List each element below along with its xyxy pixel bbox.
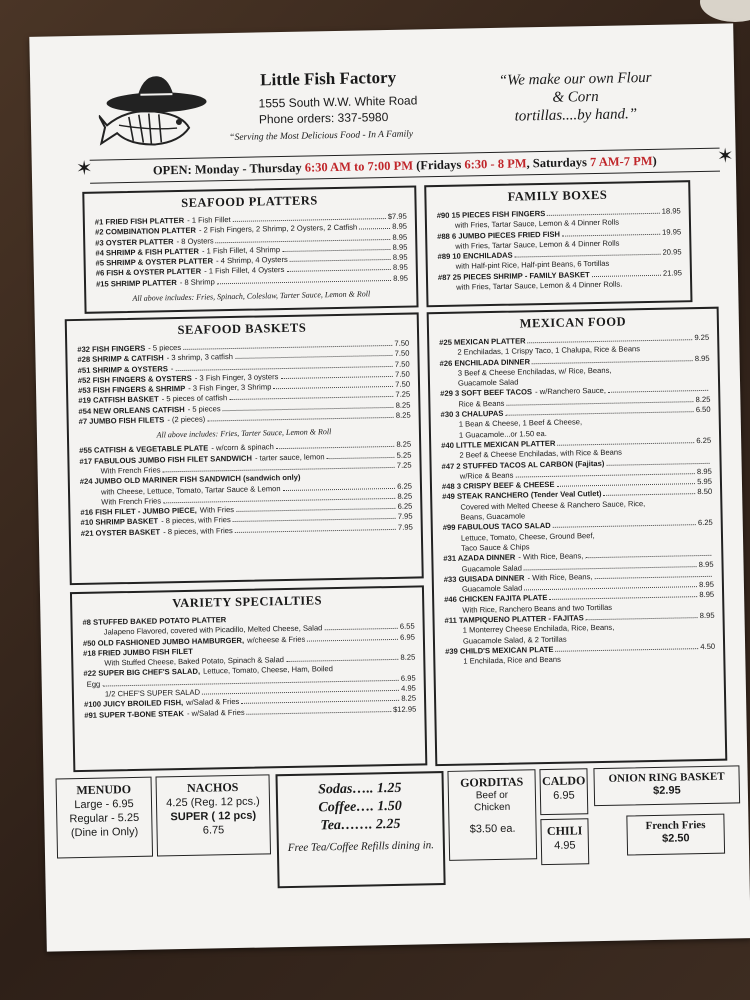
item-description: - 4 Shrimp, 4 Oysters xyxy=(215,255,288,266)
dot-leader xyxy=(286,659,399,662)
detail-text: w/Rice & Beans xyxy=(459,470,514,481)
tagline-line: & Corn xyxy=(552,88,599,106)
tortilla-tagline xyxy=(480,69,671,127)
item-price: 8.95 xyxy=(699,579,715,590)
item-name: #26 ENCHILADA DINNER xyxy=(439,356,531,368)
item-price: 8.95 xyxy=(694,353,710,363)
detail-text: Guacamole Salad xyxy=(461,563,523,574)
hours-saturday: 7 AM-7 PM xyxy=(589,153,653,170)
item-name: #51 SHRIMP & OYSTERS xyxy=(77,363,168,375)
dot-leader xyxy=(223,407,394,411)
item-price: 6.95 xyxy=(400,632,415,642)
variety-specialties-list xyxy=(72,611,424,721)
item-price: 7.95 xyxy=(397,512,413,522)
hours-close: ) xyxy=(652,153,657,168)
item-name: #89 10 ENCHILADAS xyxy=(437,250,513,262)
nachos-line: 6.75 xyxy=(202,824,225,837)
item-name: #16 FISH FILET - JUMBO PIECE, xyxy=(80,505,197,518)
item-price: 8.25 xyxy=(395,410,411,420)
hours-open: OPEN: Monday - Thursday xyxy=(152,160,305,178)
section-note: All above includes: Fries, Spinach, Coleslaw, Tarter Sauce, Lemon & Roll xyxy=(132,289,371,303)
item-price: 8.95 xyxy=(392,263,408,273)
item-description: - 2 Fish Fingers, 2 Shrimp, 2 Oysters, 2 Catfish xyxy=(198,222,358,235)
section-title: SEAFOOD PLATTERS xyxy=(181,193,318,210)
family-boxes-section xyxy=(424,180,692,307)
onion-ring-title: ONION RING BASKET xyxy=(608,770,725,785)
item-detail: with Half-pint Rice, Half-pint Beans, 6 Tortillas xyxy=(455,259,610,272)
item-detail: with Fries, Tartar Sauce, Lemon & 4 Dinner Rolls xyxy=(454,217,620,231)
item-name: #99 FABULOUS TACO SALAD xyxy=(442,521,551,533)
section-title: SEAFOOD BASKETS xyxy=(177,320,307,338)
nachos-title: NACHOS xyxy=(186,779,239,795)
detail-text: Guacamole Salad xyxy=(461,583,523,594)
onion-ring-box xyxy=(593,765,740,806)
business-name: Little Fish Factory xyxy=(259,67,397,90)
item-price: 6.25 xyxy=(696,435,712,446)
dot-leader xyxy=(515,473,695,477)
dot-leader xyxy=(235,355,393,359)
item-description: - 1 Fish Fillet xyxy=(187,215,231,225)
item-description: Egg xyxy=(86,679,101,689)
dot-leader xyxy=(233,518,396,522)
item-price: 7.50 xyxy=(394,338,410,348)
dot-leader xyxy=(556,648,699,652)
item-price: 8.25 xyxy=(395,400,411,410)
gorditas-line: Chicken xyxy=(473,801,511,814)
dot-leader xyxy=(235,529,396,533)
item-name: #25 MEXICAN PLATTER xyxy=(439,336,526,348)
item-price: 8.95 xyxy=(393,273,409,283)
item-price: 8.95 xyxy=(392,232,408,242)
dot-leader xyxy=(233,218,386,222)
caldo-box xyxy=(539,768,588,815)
item-price: 21.95 xyxy=(662,268,683,278)
item-price: 8.25 xyxy=(400,652,416,663)
sodas-price: Sodas….. 1.25 xyxy=(318,780,402,798)
item-detail: with Fries, Tartar Sauce, Lemon & 4 Dinner Rolls xyxy=(455,238,620,251)
item-name: #2 COMBINATION PLATTER xyxy=(94,225,197,237)
item-description: With Fries xyxy=(199,505,235,515)
dot-leader xyxy=(217,280,391,284)
dot-leader xyxy=(276,446,395,449)
item-price: 7.50 xyxy=(394,348,410,359)
item-description: - 8 pieces, with Fries xyxy=(163,525,233,537)
gorditas-price: $3.50 ea. xyxy=(469,822,516,836)
mexican-food-list xyxy=(429,333,723,668)
item-price: 6.25 xyxy=(397,501,413,512)
hours-weekday: 6:30 AM to 7:00 PM xyxy=(304,158,414,175)
item-detail: 1 Guacamole...or 1.50 ea. xyxy=(458,428,547,440)
coffee-price: Coffee…. 1.50 xyxy=(318,798,402,816)
item-name: #15 SHRIMP PLATTER xyxy=(95,277,177,289)
item-name: #11 TAMPIQUENO PLATTER - FAJITAS xyxy=(444,613,584,625)
slogan: “Serving the Most Delicious Food - In A Family xyxy=(229,129,414,144)
dot-leader xyxy=(216,239,391,243)
dot-leader xyxy=(557,483,696,487)
item-description: - 3 Fish Finger, 3 oysters xyxy=(194,372,279,383)
dot-leader xyxy=(604,494,696,497)
item-detail: 1 Monterrey Cheese Enchilada, Rice, Beans, xyxy=(462,623,615,635)
item-price: 7.25 xyxy=(395,390,411,400)
item-name: #87 25 PIECES SHRIMP - FAMILY BASKET xyxy=(437,269,590,282)
menudo-box xyxy=(56,777,154,859)
menu-sheet xyxy=(29,23,750,951)
tagline-line: tortillas....by hand.” xyxy=(514,106,638,125)
item-description: - w/Ranchero Sauce, xyxy=(534,386,607,397)
item-description: - 3 Fish Finger, 3 Shrimp xyxy=(188,382,272,394)
item-description: 1/2 CHEF'S SUPER SALAD xyxy=(104,687,201,699)
nachos-box xyxy=(156,774,272,856)
item-name: #29 3 SOFT BEEF TACOS xyxy=(440,387,533,399)
item-name: #46 CHICKEN FAJITA PLATE xyxy=(444,593,548,605)
item-price: 7.50 xyxy=(394,359,410,369)
item-name: #91 SUPER T-BONE STEAK xyxy=(84,708,184,720)
chili-title: CHILI xyxy=(546,823,583,839)
detail-text: Rice & Beans xyxy=(458,398,505,409)
item-description: - 5 pieces xyxy=(187,404,221,414)
item-price: 8.95 xyxy=(392,252,408,263)
business-phone: Phone orders: 337-5980 xyxy=(258,109,389,127)
gorditas-line: Beef or xyxy=(475,789,509,802)
dot-leader xyxy=(592,275,661,277)
item-price: 8.95 xyxy=(392,242,408,252)
item-name: #55 CATFISH & VEGETABLE PLATE xyxy=(79,443,209,456)
item-description: - With Rice, Beans, xyxy=(527,571,593,583)
dot-leader xyxy=(280,376,393,379)
seafood-baskets-list-2 xyxy=(69,440,421,539)
dot-leader xyxy=(282,249,391,252)
item-description: - xyxy=(170,363,174,373)
item-price: 8.25 xyxy=(397,491,413,501)
item-description: w/cheese & Fries xyxy=(246,634,306,645)
item-description: with Cheese, Lettuce, Tomato, Tartar Sauce & Lemon xyxy=(100,483,281,497)
item-detail: Covered with Melted Cheese & Ranchero Sauce, Rice, xyxy=(460,498,646,512)
item-description: - w/Salad & Fries xyxy=(186,707,245,718)
dot-leader xyxy=(324,628,398,630)
dot-leader xyxy=(606,462,709,465)
dot-leader xyxy=(307,638,398,641)
section-note: All above includes: Fries, Tarter Sauce, Lemon & Roll xyxy=(156,427,332,440)
dot-leader xyxy=(547,213,660,216)
dot-leader xyxy=(524,566,697,570)
item-description: w/Salad & Fries xyxy=(186,697,240,708)
chili-box xyxy=(540,818,589,865)
hours-saturday-label: , Saturdays xyxy=(526,155,591,171)
seafood-platters-list xyxy=(85,211,416,289)
item-name: #24 JUMBO OLD MARINER FISH SANDWICH (sandwich only) xyxy=(79,472,301,487)
item-name: #4 SHRIMP & FISH PLATTER xyxy=(95,246,200,258)
item-price: 8.50 xyxy=(697,487,713,497)
item-name: #32 FISH FINGERS xyxy=(77,343,146,354)
seafood-platters-section xyxy=(82,185,418,313)
star-left-icon: ✶ xyxy=(75,157,93,180)
item-description: - 8 pieces, with Fries xyxy=(161,515,231,526)
section-title: MEXICAN FOOD xyxy=(519,314,627,331)
item-description: - tarter sauce, lemon xyxy=(254,451,325,463)
onion-ring-price: $2.95 xyxy=(652,784,681,798)
item-name: #17 FABULOUS JUMBO FISH FILET SANDWICH xyxy=(79,453,253,466)
mexican-food-section xyxy=(427,307,728,767)
dot-leader xyxy=(283,487,396,490)
item-price: 19.95 xyxy=(662,226,682,237)
item-price: 6.25 xyxy=(397,481,413,491)
item-name: #50 OLD FASHIONED JUMBO HAMBURGER, xyxy=(82,635,245,648)
french-fries-box xyxy=(626,814,725,856)
section-title: FAMILY BOXES xyxy=(507,187,608,204)
dot-leader xyxy=(290,259,391,262)
item-price: 8.95 xyxy=(392,221,408,232)
french-fries-price: $2.50 xyxy=(661,832,690,845)
item-detail: 1 Enchilada, Rice and Beans xyxy=(463,654,561,666)
item-description: Jalapeno Flavored, covered with Picadillo, Melted Cheese, Salad xyxy=(103,623,323,637)
item-description: - w/corn & spinach xyxy=(211,442,274,453)
item-detail: 2 Beef & Cheese Enchiladas, with Rice & Beans xyxy=(459,447,622,460)
variety-specialties-section xyxy=(70,585,427,772)
menudo-line: (Dine in Only) xyxy=(70,825,139,840)
dot-leader xyxy=(608,390,708,393)
item-price: 6.50 xyxy=(695,404,711,415)
item-description: - With Rice, Beans, xyxy=(518,551,584,562)
item-price: 5.25 xyxy=(396,450,412,460)
item-price: 18.95 xyxy=(661,206,681,216)
item-name: #40 LITTLE MEXICAN PLATTER xyxy=(441,438,556,450)
item-detail: with Fries, Tartar Sauce, Lemon & 4 Dinner Rolls. xyxy=(456,279,623,292)
item-description: With Stuffed Cheese, Baked Potato, Spinach & Salad xyxy=(104,655,285,668)
item-name: #90 15 PIECES FISH FINGERS xyxy=(436,208,546,221)
item-description: - 5 pieces xyxy=(148,342,182,353)
item-name: #33 GUISADA DINNER xyxy=(443,573,525,584)
item-price: 4.50 xyxy=(700,641,716,651)
dot-leader xyxy=(553,524,696,528)
menudo-line: Regular - 5.25 xyxy=(69,811,140,826)
item-price: 8.95 xyxy=(699,590,715,600)
dot-leader xyxy=(524,586,697,590)
hours-friday: 6:30 - 8 PM xyxy=(464,156,527,172)
dot-leader xyxy=(585,555,711,558)
item-name: #21 OYSTER BASKET xyxy=(80,527,161,538)
dot-leader xyxy=(549,597,697,601)
tagline-line: “We make our own Flour xyxy=(498,69,652,89)
nachos-line: 4.25 (Reg. 12 pcs.) xyxy=(166,795,260,810)
item-description: - 1 Fish Fillet, 4 Shrimp xyxy=(201,244,281,256)
item-name: #10 SHRIMP BASKET xyxy=(80,516,159,528)
gorditas-box xyxy=(447,769,537,861)
item-name: #28 SHRIMP & CATFISH xyxy=(77,353,164,365)
dot-leader xyxy=(532,360,693,364)
item-price: $7.95 xyxy=(387,211,407,221)
item-price: $12.95 xyxy=(392,704,417,714)
item-price: 7.95 xyxy=(397,522,413,532)
dot-leader xyxy=(286,269,391,272)
item-description: - 1 Fish Fillet, 4 Oysters xyxy=(204,265,285,277)
item-price: 5.95 xyxy=(697,476,713,487)
item-price: 8.95 xyxy=(696,466,712,476)
item-name: #48 3 CRISPY BEEF & CHEESE xyxy=(441,479,555,492)
item-description: - 8 Shrimp xyxy=(179,277,215,287)
dot-leader xyxy=(207,417,394,422)
item-name: #53 FISH FINGERS & SHRIMP xyxy=(77,384,186,396)
sombrero-fish-logo-icon xyxy=(98,71,212,159)
dot-leader xyxy=(528,339,693,343)
item-price: 6.55 xyxy=(399,621,415,632)
dot-leader xyxy=(273,386,393,389)
item-detail: Guacamole Salad, & 2 Tortillas xyxy=(462,634,567,646)
item-description: With French Fries xyxy=(100,465,161,476)
seafood-baskets-section xyxy=(65,312,424,585)
dot-leader xyxy=(247,711,391,715)
section-title: VARIETY SPECIALTIES xyxy=(172,593,323,611)
item-price: 4.95 xyxy=(400,683,416,693)
gorditas-title: GORDITAS xyxy=(459,774,524,790)
item-price: 7.50 xyxy=(395,379,411,390)
item-price: 8.95 xyxy=(698,559,714,569)
item-name: #47 2 STUFFED TACOS AL CARBON (Fajitas) xyxy=(441,458,605,471)
item-name: #88 6 JUMBO PIECES FRIED FISH xyxy=(437,229,561,241)
item-price: 9.25 xyxy=(694,332,710,343)
item-name: #8 STUFFED BAKED POTATO PLATTER xyxy=(82,615,227,627)
tea-price: Tea……. 2.25 xyxy=(320,816,401,834)
item-description: Lettuce, Tomato, Cheese, Ham, Boiled xyxy=(203,664,334,677)
item-name: #18 FRIED JUMBO FISH FILET xyxy=(83,646,193,658)
item-name: #3 OYSTER PLATTER xyxy=(95,236,174,248)
nachos-line: SUPER ( 12 pcs) xyxy=(170,809,257,824)
chili-price: 4.95 xyxy=(554,839,576,852)
item-name: #52 FISH FINGERS & OYSTERS xyxy=(77,373,192,385)
item-name: #54 NEW ORLEANS CATFISH xyxy=(78,404,185,416)
caldo-title: CALDO xyxy=(541,773,586,789)
item-name: #31 AZADA DINNER xyxy=(443,552,516,564)
dot-leader xyxy=(236,508,396,512)
item-detail: Taco Sauce & Chips xyxy=(461,542,530,553)
item-price: 8.25 xyxy=(695,394,711,404)
item-detail: 3 Beef & Cheese Enchiladas, w/ Rice, Beans, xyxy=(457,365,612,378)
item-price: 8.95 xyxy=(699,610,715,621)
item-name: #6 FISH & OYSTER PLATTER xyxy=(95,267,202,279)
item-price: 7.50 xyxy=(394,369,410,379)
item-name: #1 FRIED FISH PLATTER xyxy=(94,215,185,227)
dot-leader xyxy=(562,233,660,236)
business-address: 1555 South W.W. White Road xyxy=(258,93,418,111)
french-fries-title: French Fries xyxy=(645,819,706,833)
item-name: #7 JUMBO FISH FILETS xyxy=(78,415,165,427)
item-price: 8.25 xyxy=(396,439,412,450)
drinks-box xyxy=(275,771,445,888)
item-name: #22 SUPER BIG CHEF'S SALAD, xyxy=(83,667,201,679)
item-price: 6.95 xyxy=(400,673,416,683)
item-price: 20.95 xyxy=(662,247,682,257)
menudo-line: Large - 6.95 xyxy=(74,797,134,812)
seafood-baskets-list xyxy=(67,338,419,427)
menudo-title: MENUDO xyxy=(76,782,132,798)
item-name: #30 3 CHALUPAS xyxy=(440,408,504,420)
item-detail: Lettuce, Tomato, Cheese, Ground Beef, xyxy=(460,530,595,543)
item-name: #39 CHILD'S MEXICAN PLATE xyxy=(445,644,554,656)
item-description: - 5 pieces of catfish xyxy=(161,393,228,404)
item-description: - 8 Oysters xyxy=(176,235,214,246)
hours-friday-label: (Fridays xyxy=(412,157,465,173)
item-price: 8.25 xyxy=(401,693,417,704)
dot-leader xyxy=(515,254,661,258)
family-boxes-list xyxy=(427,206,691,293)
item-detail: Beans, Guacamole xyxy=(460,511,526,522)
dot-leader xyxy=(595,576,712,579)
dot-leader xyxy=(586,617,698,620)
item-detail: 2 Enchiladas, 1 Crispy Taco, 1 Chalupa, Rice & Beans xyxy=(457,344,641,357)
dot-leader xyxy=(229,396,393,400)
item-name: #5 SHRIMP & OYSTER PLATTER xyxy=(95,256,214,268)
item-name: #49 STEAK RANCHERO (Tender Veal Cutlet) xyxy=(442,489,602,502)
item-detail: With Rice, Ranchero Beans and two Tortillas xyxy=(462,602,613,615)
dot-leader xyxy=(557,442,694,446)
refills-note: Free Tea/Coffee Refills dining in. xyxy=(287,839,435,855)
item-name: #100 JUICY BROILED FISH, xyxy=(84,698,184,710)
item-detail: Guacamole Salad xyxy=(457,377,519,388)
item-description: - (2 pieces) xyxy=(167,414,206,425)
item-price: 7.25 xyxy=(396,460,412,470)
dot-leader xyxy=(241,700,399,704)
dot-leader xyxy=(327,457,395,459)
item-price: 6.25 xyxy=(697,518,713,528)
item-description: With French Fries xyxy=(101,496,162,507)
item-description: - 3 shrimp, 3 catfish xyxy=(166,352,234,363)
item-detail: 1 Bean & Cheese, 1 Beef & Cheese, xyxy=(458,417,583,430)
caldo-price: 6.95 xyxy=(553,789,575,802)
dot-leader xyxy=(359,228,390,230)
item-name: #19 CATFISH BASKET xyxy=(78,394,159,406)
star-right-icon: ✶ xyxy=(716,145,734,168)
